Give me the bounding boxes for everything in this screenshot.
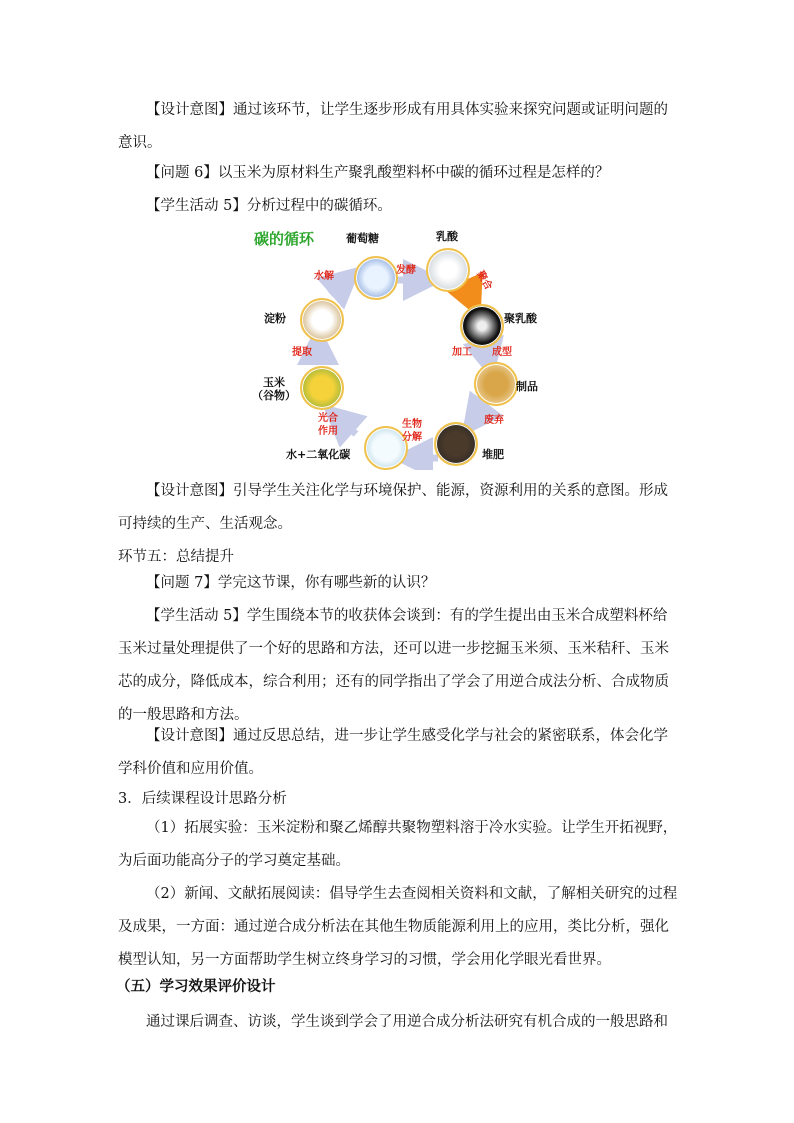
diagram-title: 碳的循环 [254,230,315,248]
paragraph-extension-reading: （2）新闻、文献拓展阅读：倡导学生去查阅相关资料和文献，了解相关研究的过程及成果，一方面：通过逆合成分析法在其他生物质能源利用上的应用，类比分析，强化模型认知，另一方面帮助学生树立终身学习的习惯，学会用化学眼光看世界。 [118,886,678,968]
paragraph-question-6: 【问题 6】以玉米为原材料生产聚乳酸塑料杯中碳的循环过程是怎样的？ [146,165,610,181]
section-evaluation-heading: （五）学习效果评价设计 [116,978,276,995]
paragraph-design-intent-3: 【设计意图】通过反思总结，进一步让学生感受化学与社会的紧密联系，体会化学学科价值和应用价值。 [118,728,668,777]
arrow-photosynthesis [338,418,356,434]
step-photosynthesis [316,412,340,438]
pla-image [460,304,504,348]
step-polymerize: 聚合 [474,269,494,292]
product-image [474,362,518,406]
compost-image [434,422,478,466]
label-lactic-acid: 乳酸 [436,230,458,243]
label-product: 制品 [516,380,538,393]
starch-image [300,298,344,342]
label-glucose: 葡萄糖 [346,232,379,245]
paragraph-question-7: 【问题 7】学完这节课，你有哪些新的认识？ [146,575,436,591]
step-photo-line1: 光合 [318,413,338,424]
arrow-polymerize [464,282,472,300]
paragraph-design-intent-2: 【设计意图】引导学生关注化学与环境保护、能源，资源利用的关系的意图。形成可持续的生产、生活观念。 [118,483,668,532]
step-ferment: 发酵 [396,265,416,276]
carbon-cycle-diagram [246,222,556,470]
lactic-acid-image [426,248,470,292]
paragraph-student-activity-5: 【学生活动 5】分析过程中的碳循环。 [146,198,392,214]
label-water-co2: 水+二氧化碳 [286,448,351,461]
corn-image [300,366,344,410]
glucose-image [354,256,398,300]
step-bio-line2: 分解 [402,432,422,443]
label-pla: 聚乳酸 [504,312,537,325]
step-photo-line2: 作用 [318,426,338,437]
step-discard: 废弃 [484,415,504,426]
label-starch: 淀粉 [264,312,286,325]
label-corn [252,376,296,402]
label-corn-line1: 玉米 [263,376,285,389]
step-hydrolysis: 水解 [314,271,334,282]
paragraph-design-intent-1: 【设计意图】通过该环节，让学生逐步形成有用具体实验来探究问题或证明问题的意识。 [118,102,668,151]
label-corn-line2: （谷物） [252,389,296,402]
step-bio-decompose [400,418,424,444]
section-follow-up-heading: 3．后续课程设计思路分析 [118,791,287,807]
section-summary-heading: 环节五：总结提升 [118,549,234,565]
step-molding: 成型 [492,347,512,358]
paragraph-student-activity-5b: 【学生活动 5】学生围绕本节的收获体会谈到：有的学生提出由玉米合成塑料杯给玉米过量处理提供了一个好的思路和方法，还可以进一步挖掘玉米须、玉米秸秆、玉米芯的成分，降低成本，综合利用；还有的同学指出了学会了用逆合成法分析、合成物质的一般思路和方法。 [118,608,669,723]
label-compost: 堆肥 [482,448,504,461]
paragraph-evaluation: 通过课后调查、访谈，学生谈到学会了用逆合成分析法研究有机合成的一般思路和 [146,1014,668,1030]
step-process: 加工 [452,347,472,358]
step-bio-line1: 生物 [402,419,422,430]
paragraph-extension-experiment: （1）拓展实验：玉米淀粉和聚乙烯醇共聚物塑料溶于冷水实验。让学生开拓视野，为后面功能高分子的学习奠定基础。 [118,820,678,869]
step-extract: 提取 [292,347,312,358]
